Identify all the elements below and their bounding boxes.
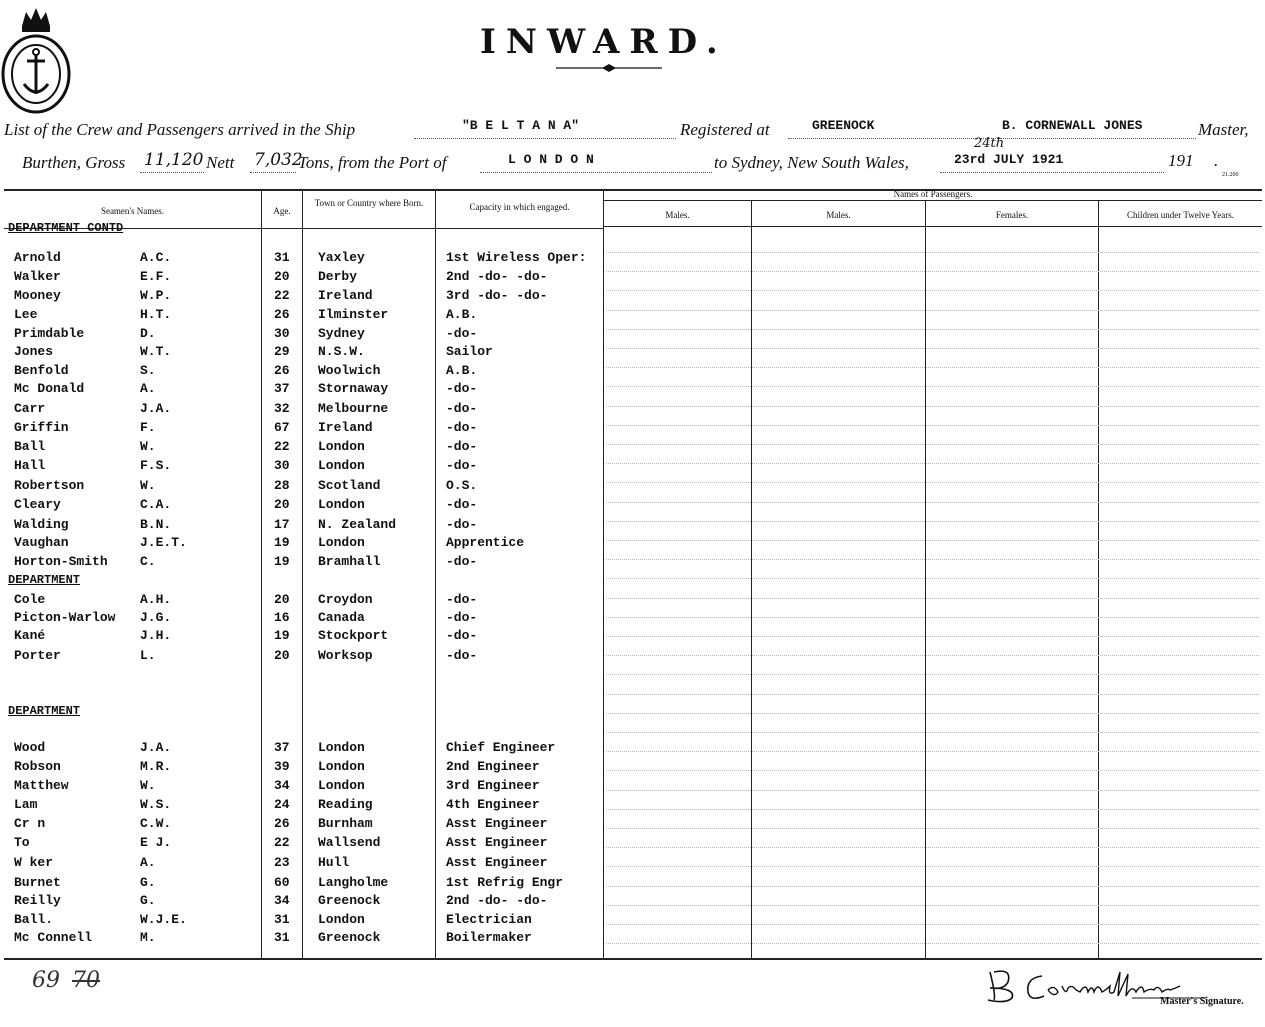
passenger-ruled-line [606,578,1259,579]
crew-town: Worksop [318,648,373,663]
crew-town: Burnham [318,816,373,831]
master-name: B. CORNEWALL JONES [1002,118,1143,133]
date-dotline [940,171,1164,173]
passenger-ruled-line [606,463,1259,464]
crew-town: Wallsend [318,835,381,850]
crew-age: 31 [274,912,290,927]
crew-town: Derby [318,269,358,284]
crew-surname: Matthew [14,778,69,793]
col-header-pass-children: Children under Twelve Years. [1127,210,1234,220]
col-header-age: Age. [273,206,291,216]
crew-age: 37 [274,381,290,396]
crew-capacity: 1st Wireless Oper: [446,250,587,265]
passengers-subheader-rule [604,226,1262,227]
crew-surname: Griffin [14,420,69,435]
crew-initials: A.H. [140,592,172,607]
date-correction: 24th [974,136,1005,151]
crew-initials: C.W. [140,816,172,831]
passenger-ruled-line [606,770,1259,771]
divider-pass-children [1098,201,1099,958]
passenger-ruled-line [606,905,1259,906]
crew-capacity: Asst Engineer [446,835,548,850]
crew-initials: H.T. [140,307,172,322]
passenger-ruled-line [606,406,1259,407]
crew-capacity: Sailor [446,344,493,359]
crew-surname: Mooney [14,288,61,303]
crew-surname: Carr [14,401,46,416]
registered-label: Registered at [680,120,770,139]
burthen-label: Burthen, Gross [22,153,126,172]
crew-surname: Lee [14,307,38,322]
crew-capacity: -do- [446,628,478,643]
crew-initials: W. [140,778,156,793]
ship-name: "B E L T A N A" [462,118,580,133]
crew-age: 26 [274,307,290,322]
passenger-ruled-line [606,540,1259,541]
crew-capacity: Apprentice [446,535,525,550]
crew-age: 23 [274,855,290,870]
crew-surname: Lam [14,797,38,812]
section-title: DEPARTMENT CONTD [8,221,124,235]
crew-surname: Walding [14,517,69,532]
port-dotline [480,171,712,173]
passenger-ruled-line [606,636,1259,637]
crew-town: London [318,535,365,550]
crew-age: 20 [274,269,290,284]
passenger-ruled-line [606,252,1259,253]
table-bottom-rule [4,958,1262,960]
crew-initials: A. [140,381,156,396]
passenger-ruled-line [606,617,1259,618]
divider-passengers [603,190,604,958]
crew-age: 30 [274,326,290,341]
passenger-ruled-line [606,386,1259,387]
crew-capacity: A.B. [446,363,478,378]
crew-capacity: 3rd Engineer [446,778,540,793]
passenger-ruled-line [606,348,1259,349]
royal-crest-seal [0,4,72,116]
crew-age: 17 [274,517,290,532]
nett-label: Nett [206,153,235,172]
signature-label: Master's Signature. [1160,996,1244,1007]
crew-initials: S. [140,363,156,378]
crew-age: 29 [274,344,290,359]
crew-initials: G. [140,875,156,890]
crew-surname: Mc Connell [14,930,93,945]
crew-town: London [318,439,365,454]
crew-surname: Benfold [14,363,69,378]
crew-age: 22 [274,439,290,454]
crew-capacity: -do- [446,648,478,663]
crew-surname: To [14,835,30,850]
crew-capacity: -do- [446,458,478,473]
crew-capacity: 1st Refrig Engr [446,875,564,890]
col-header-pass-females: Females. [995,210,1029,220]
crew-town: Langholme [318,875,389,890]
crew-surname: Robson [14,759,61,774]
crew-initials: W. [140,478,156,493]
crew-capacity: Boilermaker [446,930,532,945]
col-header-pass-males-2: Males. [826,210,851,220]
crew-town: London [318,740,365,755]
gross-value: 11,120 [144,150,204,170]
crew-capacity: 2nd Engineer [446,759,540,774]
crew-age: 26 [274,816,290,831]
form-code: 21.200 [1222,172,1239,178]
crew-initials: C. [140,554,156,569]
passenger-ruled-line [606,732,1259,733]
ship-name-dotline [414,137,676,139]
master-label: Master, [1198,120,1249,139]
col-header-passengers: Names of Passengers. [893,189,973,199]
crew-age: 34 [274,893,290,908]
crew-capacity: -do- [446,401,478,416]
crew-initials: E.F. [140,269,172,284]
passenger-ruled-line [606,367,1259,368]
crew-initials: J.H. [140,628,172,643]
crew-age: 31 [274,250,290,265]
divider-age [261,190,262,958]
divider-town [302,190,303,958]
page-title: INWARD. [480,22,728,62]
crew-town: Stornaway [318,381,389,396]
crew-age: 20 [274,592,290,607]
passenger-ruled-line [606,828,1259,829]
crew-initials: W.S. [140,797,172,812]
crew-surname: Picton-Warlow [14,610,116,625]
passenger-ruled-line [606,713,1259,714]
col-header-town: Town or Country where Born. [314,198,424,208]
divider-capacity [435,190,436,958]
section-title: DEPARTMENT [8,704,81,718]
year-prefix: 191 [1168,151,1194,170]
year-suffix: . [1214,151,1219,170]
crew-age: 31 [274,930,290,945]
crew-initials: A. [140,855,156,870]
crew-surname: Cole [14,592,46,607]
registered-port: GREENOCK [812,118,875,133]
passenger-ruled-line [606,425,1259,426]
crew-initials: M. [140,930,156,945]
col-header-capacity: Capacity in which engaged. [469,202,570,212]
nett-value: 7,032 [254,150,303,170]
crew-town: Stockport [318,628,389,643]
divider-pass-males2 [751,201,752,958]
passenger-ruled-line [606,847,1259,848]
crew-capacity: -do- [446,439,478,454]
crew-surname: Robertson [14,478,85,493]
crew-town: N.S.W. [318,344,365,359]
crew-capacity: Asst Engineer [446,816,548,831]
crew-town: London [318,912,365,927]
passenger-ruled-line [606,886,1259,887]
crew-initials: C.A. [140,497,172,512]
crew-initials: L. [140,648,156,663]
crew-town: Scotland [318,478,381,493]
arrival-date: 23rd JULY 1921 [954,152,1064,167]
passenger-ruled-line [606,521,1259,522]
crew-surname: Mc Donald [14,381,85,396]
col-header-pass-males-1: Males. [665,210,690,220]
crew-capacity: 4th Engineer [446,797,540,812]
passenger-ruled-line [606,655,1259,656]
page-number-struck: 70 [72,968,100,993]
crew-town: London [318,778,365,793]
crew-surname: W ker [14,855,54,870]
crew-town: Yaxley [318,250,365,265]
crew-capacity: Electrician [446,912,532,927]
crew-initials: B.N. [140,517,172,532]
crew-initials: J.A. [140,740,172,755]
gross-dotline [140,171,204,173]
crew-age: 22 [274,835,290,850]
crew-town: Greenock [318,893,381,908]
passenger-ruled-line [606,866,1259,867]
to-sydney-label: to Sydney, New South Wales, [714,153,909,172]
crew-age: 34 [274,778,290,793]
section-title: DEPARTMENT [8,573,81,587]
crew-age: 20 [274,648,290,663]
master-dotline [1000,137,1196,139]
crew-initials: W.T. [140,344,172,359]
crew-initials: E J. [140,835,172,850]
crew-surname: Cr n [14,816,46,831]
crew-capacity: 2nd -do- -do- [446,269,548,284]
passenger-ruled-line [606,598,1259,599]
passenger-ruled-line [606,444,1259,445]
passenger-ruled-line [606,482,1259,483]
crew-capacity: -do- [446,517,478,532]
crew-surname: Arnold [14,250,61,265]
crew-surname: Hall [14,458,46,473]
crew-surname: Ball [14,439,46,454]
passenger-ruled-line [606,943,1259,944]
crew-surname: Horton-Smith [14,554,108,569]
crew-capacity: -do- [446,381,478,396]
crew-initials: F. [140,420,156,435]
passenger-ruled-line [606,924,1259,925]
crew-surname: Kané [14,628,46,643]
tons-label: Tons, from the Port of [298,153,447,172]
crew-capacity: -do- [446,497,478,512]
crew-town: Woolwich [318,363,381,378]
crew-town: Reading [318,797,373,812]
crew-town: Ireland [318,288,373,303]
registered-dotline [788,137,1000,139]
crew-initials: A.C. [140,250,172,265]
crew-surname: Ball. [14,912,54,927]
passenger-ruled-line [606,674,1259,675]
crew-town: London [318,497,365,512]
divider-pass-females [925,201,926,958]
passenger-ruled-line [606,310,1259,311]
crew-capacity: -do- [446,326,478,341]
crew-town: Croydon [318,592,373,607]
crew-surname: Reilly [14,893,61,908]
crew-initials: D. [140,326,156,341]
crew-age: 60 [274,875,290,890]
crew-surname: Porter [14,648,61,663]
passenger-ruled-line [606,329,1259,330]
crew-town: London [318,759,365,774]
crew-town: Greenock [318,930,381,945]
crew-capacity: 2nd -do- -do- [446,893,548,908]
page-number: 69 [32,968,60,993]
crew-age: 67 [274,420,290,435]
passenger-ruled-line [606,559,1259,560]
crew-town: Ilminster [318,307,389,322]
list-label: List of the Crew and Passengers arrived in the Ship [4,120,356,139]
crew-surname: Cleary [14,497,61,512]
crew-age: 19 [274,554,290,569]
crew-town: Sydney [318,326,365,341]
crew-age: 20 [274,497,290,512]
crew-surname: Wood [14,740,46,755]
crew-initials: G. [140,893,156,908]
crew-capacity: -do- [446,554,478,569]
crew-capacity: A.B. [446,307,478,322]
crew-age: 19 [274,535,290,550]
crew-initials: W. [140,439,156,454]
passengers-header-rule [604,200,1262,201]
crew-age: 19 [274,628,290,643]
crew-town: N. Zealand [318,517,397,532]
title-ornament [556,64,662,72]
crew-surname: Vaughan [14,535,69,550]
crew-initials: W.P. [140,288,172,303]
passenger-ruled-line [606,790,1259,791]
crew-capacity: Asst Engineer [446,855,548,870]
nett-dotline [250,171,296,173]
crew-surname: Primdable [14,326,85,341]
crew-age: 26 [274,363,290,378]
crew-town: Canada [318,610,365,625]
crew-capacity: -do- [446,592,478,607]
passenger-ruled-line [606,694,1259,695]
crew-age: 37 [274,740,290,755]
crew-capacity: -do- [446,420,478,435]
crew-age: 30 [274,458,290,473]
crew-capacity: -do- [446,610,478,625]
crew-age: 32 [274,401,290,416]
crew-age: 22 [274,288,290,303]
crew-town: Bramhall [318,554,381,569]
passenger-ruled-line [606,751,1259,752]
passenger-ruled-line [606,502,1259,503]
crew-capacity: 3rd -do- -do- [446,288,548,303]
crew-initials: J.A. [140,401,172,416]
crew-capacity: O.S. [446,478,478,493]
crew-age: 24 [274,797,290,812]
crew-town: Melbourne [318,401,389,416]
crew-initials: W.J.E. [140,912,187,927]
crew-age: 16 [274,610,290,625]
crew-initials: J.E.T. [140,535,187,550]
crew-capacity: Chief Engineer [446,740,556,755]
crew-initials: F.S. [140,458,172,473]
passenger-ruled-line [606,809,1259,810]
crew-town: Ireland [318,420,373,435]
crew-age: 39 [274,759,290,774]
passenger-ruled-line [606,271,1259,272]
crew-initials: J.G. [140,610,172,625]
crew-town: London [318,458,365,473]
crew-surname: Jones [14,344,54,359]
crew-surname: Burnet [14,875,61,890]
col-header-names: Seamen's Names. [100,206,165,216]
crew-town: Hull [318,855,350,870]
crew-surname: Walker [14,269,61,284]
from-port: L O N D O N [508,152,594,167]
passenger-ruled-line [606,290,1259,291]
crew-age: 28 [274,478,290,493]
crew-initials: M.R. [140,759,172,774]
